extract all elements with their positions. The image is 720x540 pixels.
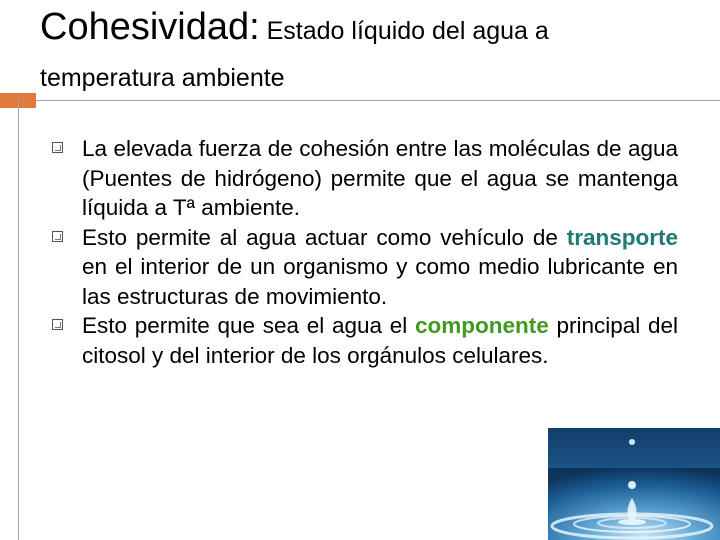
horizontal-rule bbox=[36, 100, 720, 101]
square-bullet-icon bbox=[52, 319, 63, 330]
bullet-text-continued: en el interior de un organismo y como medio lubricante en las estructuras de movimiento. bbox=[82, 254, 678, 309]
title-subtitle: Estado líquido del agua a bbox=[259, 17, 549, 45]
title-line-2: temperatura ambiente bbox=[40, 64, 285, 92]
bullet-item-component bbox=[52, 311, 678, 370]
bullet-text: Esto permite al agua actuar como vehículo de bbox=[82, 224, 567, 250]
title-line-1 bbox=[40, 6, 549, 49]
bullet-list bbox=[52, 134, 678, 370]
vertical-rule bbox=[18, 100, 19, 540]
bullet-item-transport bbox=[52, 223, 678, 312]
highlight-componente: componente bbox=[414, 313, 549, 338]
highlight-transporte: transporte bbox=[566, 224, 678, 250]
square-bullet-icon bbox=[52, 142, 63, 153]
title-main: Cohesividad: bbox=[40, 6, 260, 48]
water-drop-image bbox=[548, 428, 720, 540]
square-bullet-icon bbox=[52, 231, 63, 242]
water-drop-icon bbox=[548, 428, 720, 540]
bullet-item-cohesion bbox=[52, 134, 678, 223]
bullet-text-continued: principal del citosol y del interior de los orgánulos celulares. bbox=[82, 313, 679, 368]
bullet-text: La elevada fuerza de cohesión entre las moléculas de agua (Puentes de hidrógeno) permite que el agua se mantenga líquida a Tª ambiente. bbox=[82, 136, 678, 220]
bullet-text: Esto permite que sea el agua el bbox=[82, 313, 415, 338]
